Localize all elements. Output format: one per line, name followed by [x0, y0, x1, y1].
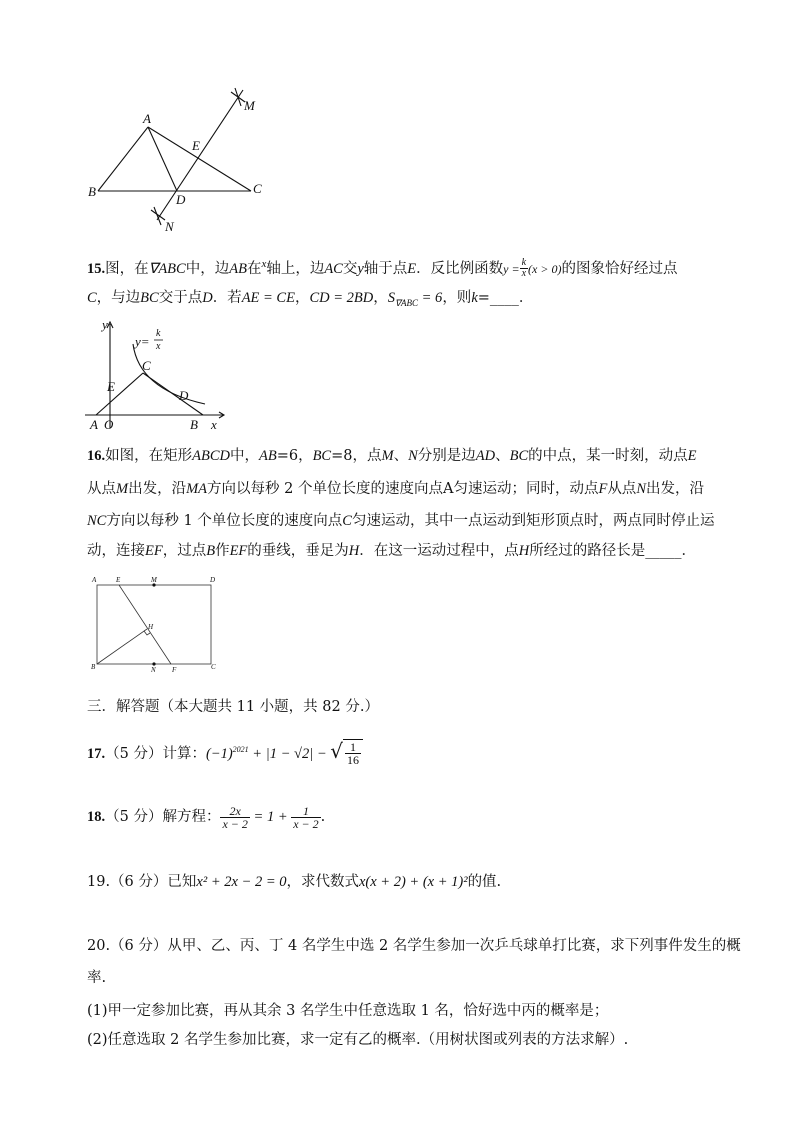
- fig16-D: D: [210, 576, 216, 584]
- q15-answer-blank[interactable]: ____: [489, 290, 519, 306]
- figure-q14: [85, 80, 285, 240]
- q15-line2: C，与边BC交于点D．若AE = CE，CD = 2BD，$S_{\nabla ABC} = 6$，则k=____．: [87, 290, 534, 308]
- q15-number: 15.: [87, 260, 106, 277]
- q18: 18.（5 分）解方程： $\frac{2x}{x - 2}$ = 1 + $\frac{1}{x - 2}$ .: [87, 803, 326, 831]
- fig16-H: H: [148, 623, 154, 631]
- fig15-x: x: [211, 417, 217, 432]
- label-E: E: [192, 138, 200, 153]
- q15-func-frac: $\frac{k}{x}$: [521, 257, 527, 280]
- fig15-func-k: k: [156, 328, 161, 339]
- fig16-C: C: [211, 663, 216, 671]
- q19: 19.（6 分）已知x² + 2x − 2 = 0，求代数式x(x + 2) + (x + 1)²的值.: [87, 874, 502, 890]
- fig15-C: C: [142, 358, 151, 373]
- label-A: A: [143, 111, 151, 126]
- q20-line4: (2)任意选取 2 名学生参加比赛，求一定有乙的概率.（用树状图或列表的方法求解）.: [87, 1032, 629, 1048]
- figure-q16: [88, 574, 223, 674]
- q16-line3: NC方向以每秒 1 个单位长度的速度向点C匀速运动，其中一点运动到矩形顶点时，两点同时停止运: [87, 513, 715, 529]
- label-N: N: [165, 219, 174, 234]
- fig15-E: E: [107, 379, 115, 394]
- label-B: B: [88, 184, 96, 199]
- q16-answer-blank[interactable]: _____: [645, 543, 682, 559]
- section-3-heading: 三．解答题（本大题共 11 小题，共 82 分.）: [87, 699, 379, 715]
- fig16-E: E: [116, 576, 121, 584]
- fig15-B: B: [190, 417, 198, 432]
- fig16-N: N: [151, 666, 156, 674]
- fig16-F: F: [172, 666, 177, 674]
- fig16-A: A: [92, 576, 97, 584]
- label-D: D: [176, 192, 186, 207]
- fig15-D: D: [179, 388, 189, 403]
- q16-line2: 从点M出发，沿MA方向以每秒 2 个单位长度的速度向点A匀速运动；同时，动点F从点N出发，沿: [87, 481, 704, 497]
- fig16-B: B: [91, 663, 96, 671]
- q20-line1: 20.（6 分）从甲、乙、丙、丁 4 名学生中选 2 名学生参加一次乒乓球单打比赛，求下列事件发生的概: [87, 938, 741, 954]
- fig15-y: y: [102, 317, 108, 332]
- q15-line1: 15.图，在∇ABC中，边AB在$^x$轴上，边AC交y轴于点E．反比例函数y = $\frac{k}{x}$ (x > 0)的图象恰好经过点: [87, 257, 678, 280]
- label-M: M: [244, 98, 255, 113]
- q20-line2: 率.: [87, 970, 107, 986]
- q16-number: 16.: [87, 448, 106, 464]
- fig15-func-y: y=: [135, 334, 150, 349]
- fig16-M: M: [151, 576, 157, 584]
- q17: 17.（5 分）计算：$(-1)^{2021} + |1 - √2|$ − √ $\frac{1}{16}$: [87, 736, 363, 768]
- fig15-func-x: x: [156, 341, 161, 352]
- q16-line4: 动，连接EF，过点B作EF的垂线，垂足为H．在这一运动过程中，点H所经过的路径长是_____．: [87, 543, 697, 559]
- figure-q15: [85, 316, 235, 432]
- fig15-O: O: [104, 417, 114, 432]
- label-C: C: [253, 181, 262, 196]
- q20-line3: (1)甲一定参加比赛，再从其余 3 名学生中任意选取 1 名，恰好选中丙的概率是；: [87, 1003, 609, 1019]
- fig15-A: A: [90, 417, 98, 432]
- q16-line1: 16.如图，在矩形ABCD中，AB=6，BC=8，点M、N分别是边AD、BC的中点，某一时刻，动点E: [87, 448, 697, 464]
